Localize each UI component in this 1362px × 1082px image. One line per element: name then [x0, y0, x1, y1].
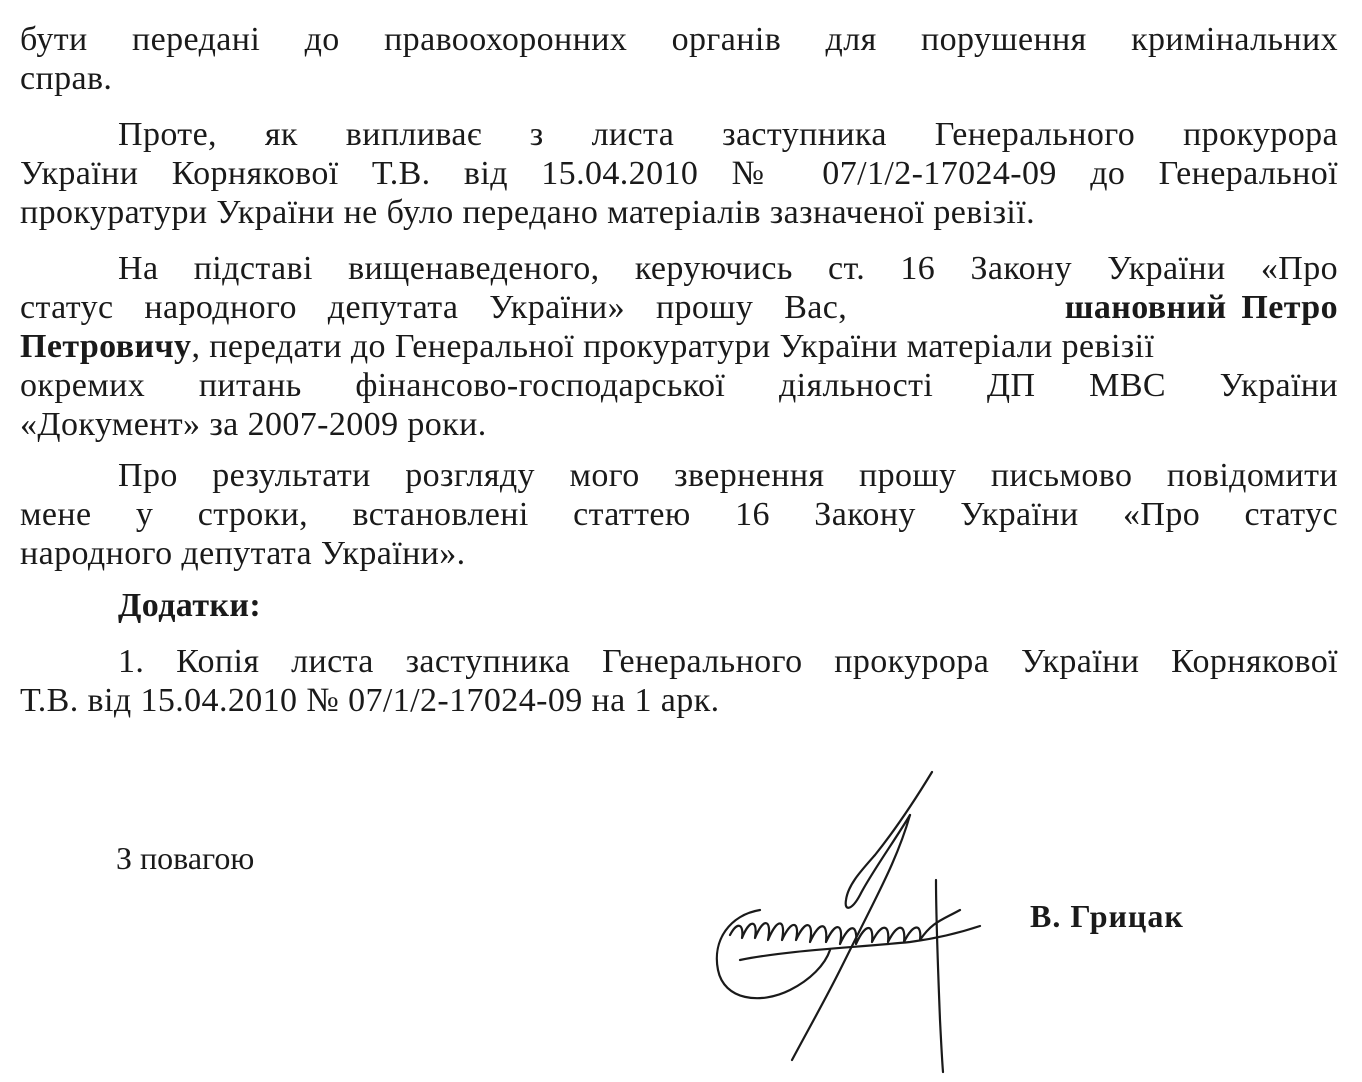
handwritten-signature [700, 760, 1000, 1080]
paragraph-line: Проте, як випливає з листа заступника Генерального прокурора [118, 116, 1338, 153]
paragraph-line: Про результати розгляду мого звернення прошу письмово повідомити [118, 457, 1338, 494]
addressee-name: шановний Петро [1064, 289, 1338, 326]
paragraph-line: справ. [20, 60, 113, 97]
paragraph-line: України Корнякової Т.В. від 15.04.2010 № 07/1/2-17024-09 до Генеральної [20, 155, 1338, 192]
paragraph-line: бути передані до правоохоронних органів для порушення кримінальних [20, 21, 1338, 58]
closing-phrase: З повагою [116, 840, 255, 876]
paragraph-line: мене у строки, встановлені статтею 16 Закону України «Про статус [20, 496, 1338, 533]
attachments-heading: Додатки: [118, 587, 262, 624]
paragraph-line: На підставі вищенаведеного, керуючись ст. 16 Закону України «Про [118, 250, 1338, 287]
addressee-name: Петровичу [20, 328, 192, 365]
paragraph-line: народного депутата України». [20, 535, 466, 572]
paragraph-text: , передати до Генеральної прокуратури України матеріали ревізії [191, 328, 1155, 365]
paragraph-line: прокуратури України не було передано матеріалів зазначеної ревізії. [20, 194, 1036, 231]
signer-name: В. Грицак [1030, 898, 1184, 934]
paragraph-line: окремих питань фінансово-господарської діяльності ДП МВС України [20, 367, 1338, 404]
paragraph-line: «Документ» за 2007-2009 роки. [20, 406, 487, 443]
attachment-item: Т.В. від 15.04.2010 № 07/1/2-17024-09 на 1 арк. [20, 682, 720, 719]
paragraph-line [20, 288, 1338, 328]
paragraph-text: статус народного депутата України» прошу Вас, [20, 289, 848, 326]
attachment-item: 1. Копія листа заступника Генерального прокурора України Корнякової [118, 643, 1338, 680]
paragraph-line [20, 327, 1338, 367]
